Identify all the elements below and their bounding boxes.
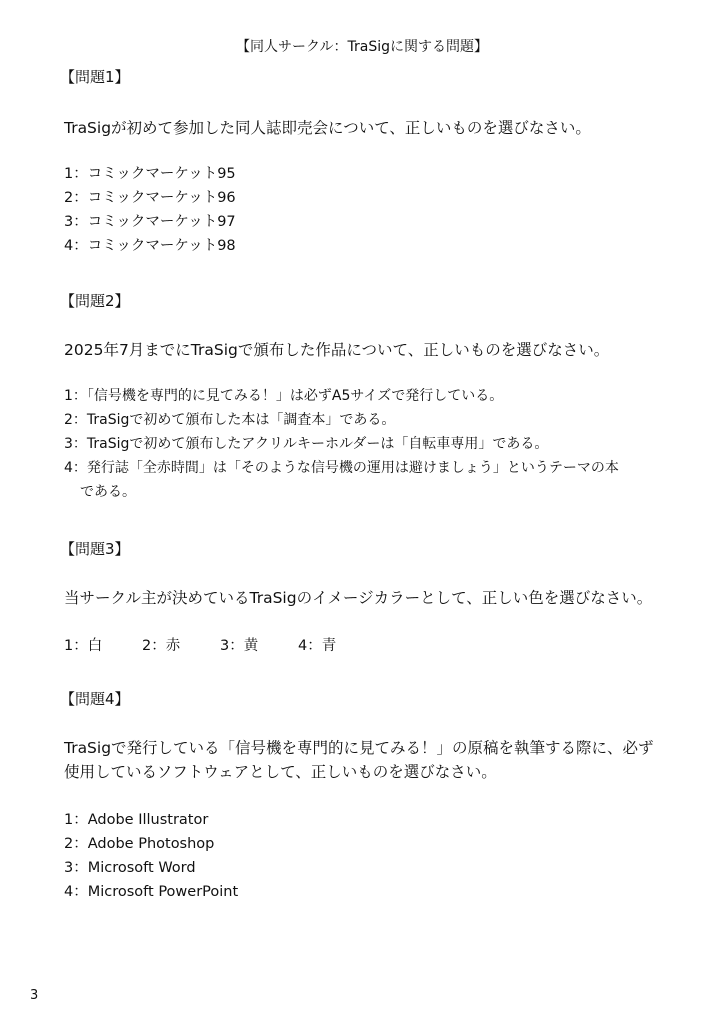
question-1-text: TraSigが初めて参加した同人誌即売会について、正しいものを選びなさい。 — [64, 119, 591, 137]
question-1-option-2: 2：コミックマーケット96 — [64, 190, 236, 206]
question-3-options — [64, 634, 376, 655]
question-3-option-4: 4：青 — [298, 638, 337, 654]
question-3-option-1: 1：白 — [64, 638, 103, 654]
question-4-option-3: 3：Microsoft Word — [64, 860, 196, 876]
question-3-heading: 【問題3】 — [60, 540, 130, 558]
question-1-heading: 【問題1】 — [60, 68, 130, 86]
question-4-option-1: 1：Adobe Illustrator — [64, 812, 209, 828]
question-3-text: 当サークル主が決めているTraSigのイメージカラーとして、正しい色を選びなさい。 — [64, 589, 653, 607]
question-2-option-3: 3：TraSigで初めて頒布したアクリルキーホルダーは「自転車専用」である。 — [64, 436, 549, 452]
question-3-option-3: 3：黄 — [220, 638, 259, 654]
question-4-text-line-2: 使用しているソフトウェアとして、正しいものを選びなさい。 — [64, 763, 497, 781]
question-1-option-3: 3：コミックマーケット97 — [64, 214, 236, 230]
question-2-option-4: 4：発行誌「全赤時間」は「そのような信号機の運用は避けましょう」というテーマの本 — [64, 460, 619, 476]
question-2-option-1: 1：「信号機を専門的に見てみる！」は必ずA5サイズで発行している。 — [64, 388, 504, 404]
question-4-option-4: 4：Microsoft PowerPoint — [64, 884, 239, 900]
page-number: 3 — [30, 988, 39, 1003]
question-2-option-4-continuation: である。 — [80, 484, 136, 500]
question-2-text: 2025年7月までにTraSigで頒布した作品について、正しいものを選びなさい。 — [64, 341, 610, 359]
page-header: 【同人サークル：TraSigに関する問題】 — [235, 39, 489, 55]
question-4-heading: 【問題4】 — [60, 690, 130, 708]
question-2-option-2: 2：TraSigで初めて頒布した本は「調査本」である。 — [64, 412, 396, 428]
question-4-text-line-1: TraSigで発行している「信号機を専門的に見てみる！」の原稿を執筆する際に、必ず — [64, 739, 654, 757]
question-4-option-2: 2：Adobe Photoshop — [64, 836, 215, 852]
question-2-heading: 【問題2】 — [60, 292, 130, 310]
question-1-option-4: 4：コミックマーケット98 — [64, 238, 236, 254]
question-1-option-1: 1：コミックマーケット95 — [64, 166, 236, 182]
question-3-option-2: 2：赤 — [142, 638, 181, 654]
